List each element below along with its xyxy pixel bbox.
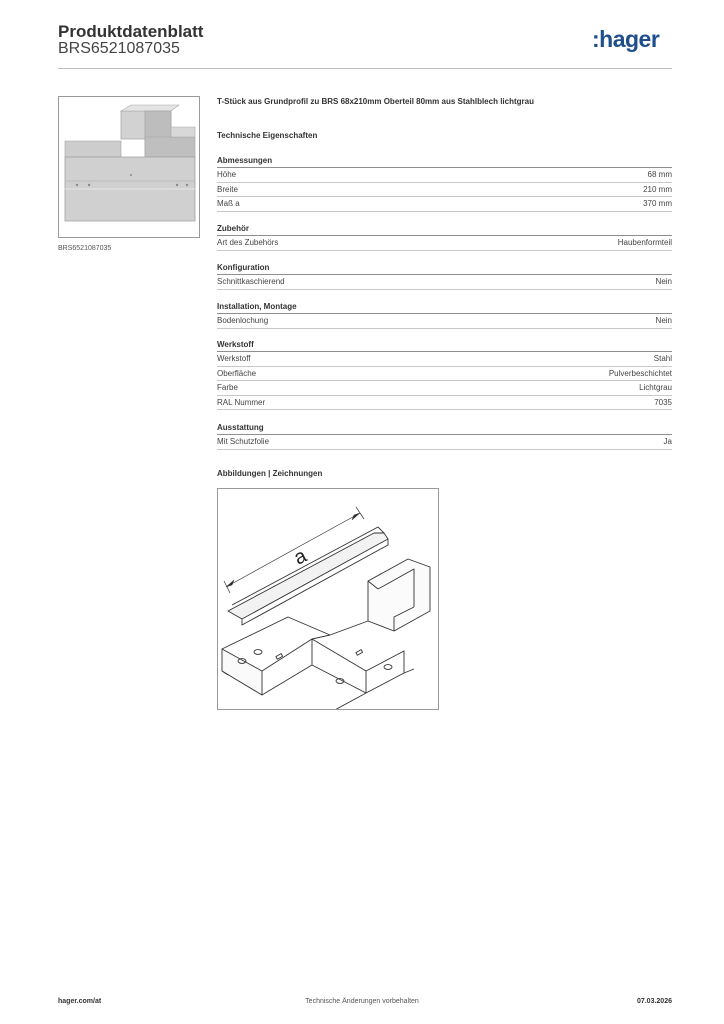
property-row xyxy=(217,435,672,450)
property-value: 7035 xyxy=(654,397,672,407)
property-label: Breite xyxy=(217,184,238,194)
article-number: BRS6521087035 xyxy=(58,40,180,57)
drawings-heading: Abbildungen | Zeichnungen xyxy=(217,469,323,478)
property-value: Nein xyxy=(655,277,672,286)
property-label: Maß a xyxy=(217,199,240,209)
property-label: Mit Schutzfolie xyxy=(217,437,270,446)
technical-drawing xyxy=(217,488,439,710)
section-werkstoff xyxy=(217,339,672,410)
section-title: Konfiguration xyxy=(217,262,672,275)
section-zubehoer xyxy=(217,223,672,251)
property-row xyxy=(217,352,672,367)
section-title: Zubehör xyxy=(217,223,672,236)
tee-piece-drawing xyxy=(218,489,438,709)
dimension-label: a xyxy=(290,544,311,570)
section-title: Ausstattung xyxy=(217,422,672,435)
footer-notice: Technische Änderungen vorbehalten xyxy=(305,998,419,1005)
property-row xyxy=(217,168,672,183)
footer-date: 07.03.2026 xyxy=(636,998,672,1005)
property-label: Werkstoff xyxy=(217,354,251,363)
product-photo-image xyxy=(59,97,199,237)
section-title: Installation, Montage xyxy=(217,301,672,314)
section-installation xyxy=(217,301,672,329)
section-title: Abmessungen xyxy=(217,155,672,168)
property-value: Ja xyxy=(663,437,672,446)
page-title: Produktdatenblatt xyxy=(58,22,204,41)
property-row xyxy=(217,396,672,411)
property-label: Art des Zubehörs xyxy=(217,238,279,247)
product-description: T-Stück aus Grundprofil zu BRS 68x210mm Oberteil 80mm aus Stahlblech lichtgrau xyxy=(217,97,534,106)
property-row xyxy=(217,367,672,382)
property-value: Lichtgrau xyxy=(639,383,672,393)
property-row xyxy=(217,236,672,251)
property-label: Oberfläche xyxy=(217,368,257,378)
property-label: RAL Nummer xyxy=(217,397,266,407)
section-abmessungen xyxy=(217,155,672,212)
property-row xyxy=(217,314,672,329)
property-value: 370 mm xyxy=(643,199,672,209)
product-photo xyxy=(58,96,200,238)
property-value: Pulverbeschichtet xyxy=(608,368,672,378)
property-label: Schnittkaschierend xyxy=(217,277,285,286)
property-value: Nein xyxy=(655,316,672,325)
property-label: Farbe xyxy=(217,383,238,393)
footer-website[interactable]: hager.com/at xyxy=(58,998,102,1005)
section-title: Werkstoff xyxy=(217,339,672,352)
technical-properties-heading: Technische Eigenschaften xyxy=(217,131,318,140)
property-row xyxy=(217,183,672,198)
property-value: 68 mm xyxy=(647,170,672,179)
property-value: 210 mm xyxy=(643,184,672,194)
section-konfiguration xyxy=(217,262,672,290)
property-value: Haubenformteil xyxy=(617,238,672,247)
property-value: Stahl xyxy=(653,354,672,363)
property-row xyxy=(217,275,672,290)
property-row xyxy=(217,381,672,396)
header-divider xyxy=(58,68,672,69)
section-ausstattung xyxy=(217,422,672,450)
photo-caption: BRS6521087035 xyxy=(58,245,112,252)
property-row xyxy=(217,197,672,212)
hager-logo: :hager xyxy=(592,26,660,52)
property-label: Bodenlochung xyxy=(217,316,269,325)
property-label: Höhe xyxy=(217,170,237,179)
